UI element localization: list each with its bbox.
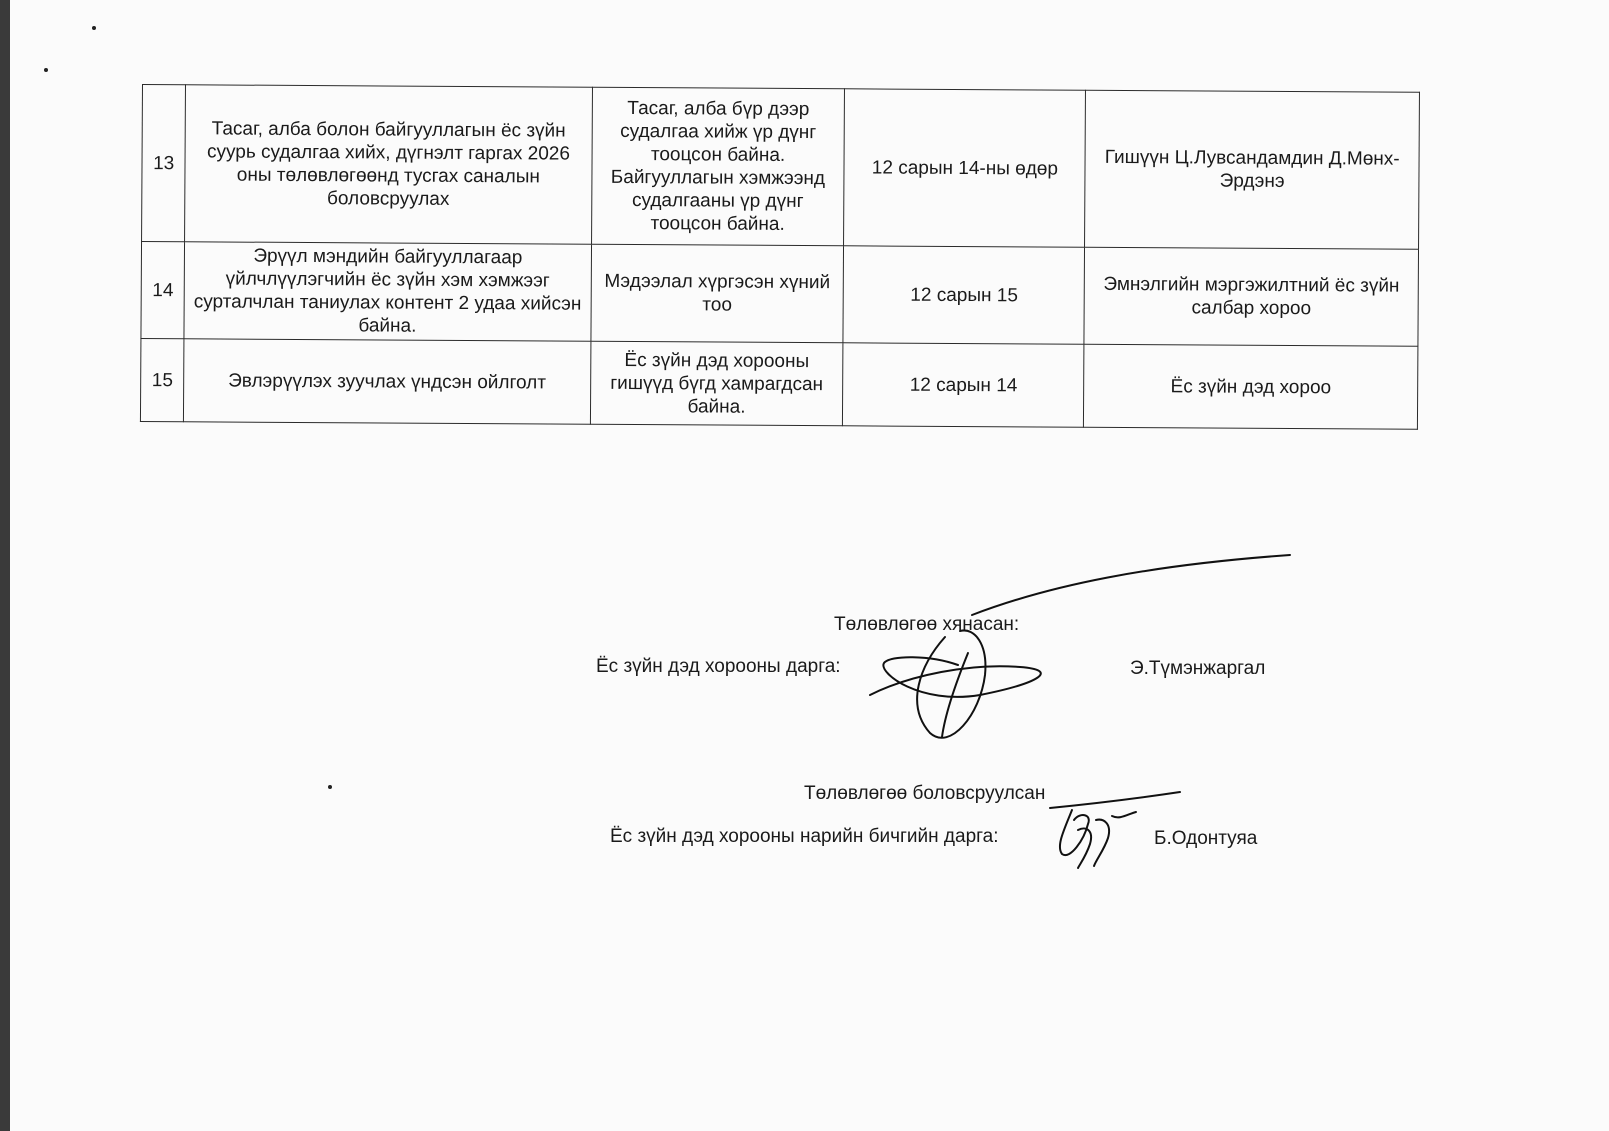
approval-name: Э.Түмэнжаргал <box>1130 658 1266 679</box>
approval-role: Ёс зүйн дэд хорооны дарга: <box>596 656 841 677</box>
preparation-heading: Төлөвлөгөө боловсруулсан <box>804 783 1046 804</box>
table-row <box>142 85 1420 250</box>
table-row <box>141 242 1419 347</box>
row-number: 14 <box>141 242 185 339</box>
responsible-cell: Гишүүн Ц.Лувсандамдин Д.Мөнх-Эрдэнэ <box>1085 90 1420 249</box>
result-cell: Ёс зүйн дэд хорооны гишүүд бүгд хамрагдсан байна. <box>590 341 843 426</box>
date-cell: 12 сарын 14-ны өдөр <box>844 89 1086 247</box>
responsible-cell: Ёс зүйн дэд хороо <box>1084 344 1418 429</box>
row-number: 15 <box>140 338 184 421</box>
scan-speck <box>92 26 96 30</box>
date-cell: 12 сарын 15 <box>843 246 1084 344</box>
date-cell: 12 сарын 14 <box>843 343 1084 427</box>
scan-speck <box>328 785 332 789</box>
preparation-name: Б.Одонтуяа <box>1154 828 1258 849</box>
task-cell: Тасаг, алба болон байгууллагын ёс зүйн суурь судалгаа хийх, дүгнэлт гаргах 2026 оны төлөвлөгөөнд тусгах саналын боловсруулах <box>185 85 592 244</box>
approval-heading: Төлөвлөгөө хянасан: <box>834 614 1020 635</box>
approval-signature <box>850 555 1290 755</box>
result-cell: Мэдээлал хүргэсэн хүний тоо <box>590 244 844 343</box>
scan-speck <box>44 68 48 72</box>
result-cell: Тасаг, алба бүр дээр судалгаа хийж үр дүнг тооцсон байна. Байгууллагын хэмжээнд судалгааны үр дүнг тооцсон байна. <box>591 87 845 246</box>
row-number: 13 <box>142 85 186 242</box>
task-cell: Эвлэрүүлэх зуучлах үндсэн ойлголт <box>184 339 591 424</box>
plan-table <box>140 84 1420 430</box>
task-cell: Эрүүл мэндийн байгууллагаар үйлчлүүлэгчийн ёс зүйн хэм хэмжээг сурталчлан таниулах контент 2 удаа хийсэн байна. <box>184 242 591 341</box>
preparation-signature <box>1050 790 1190 870</box>
document-page <box>10 0 1609 1131</box>
table-row <box>140 338 1417 429</box>
preparation-role: Ёс зүйн дэд хорооны нарийн бичгийн дарга: <box>610 826 999 847</box>
responsible-cell: Эмнэлгийн мэргэжилтний ёс зүйн салбар хороо <box>1084 247 1418 346</box>
